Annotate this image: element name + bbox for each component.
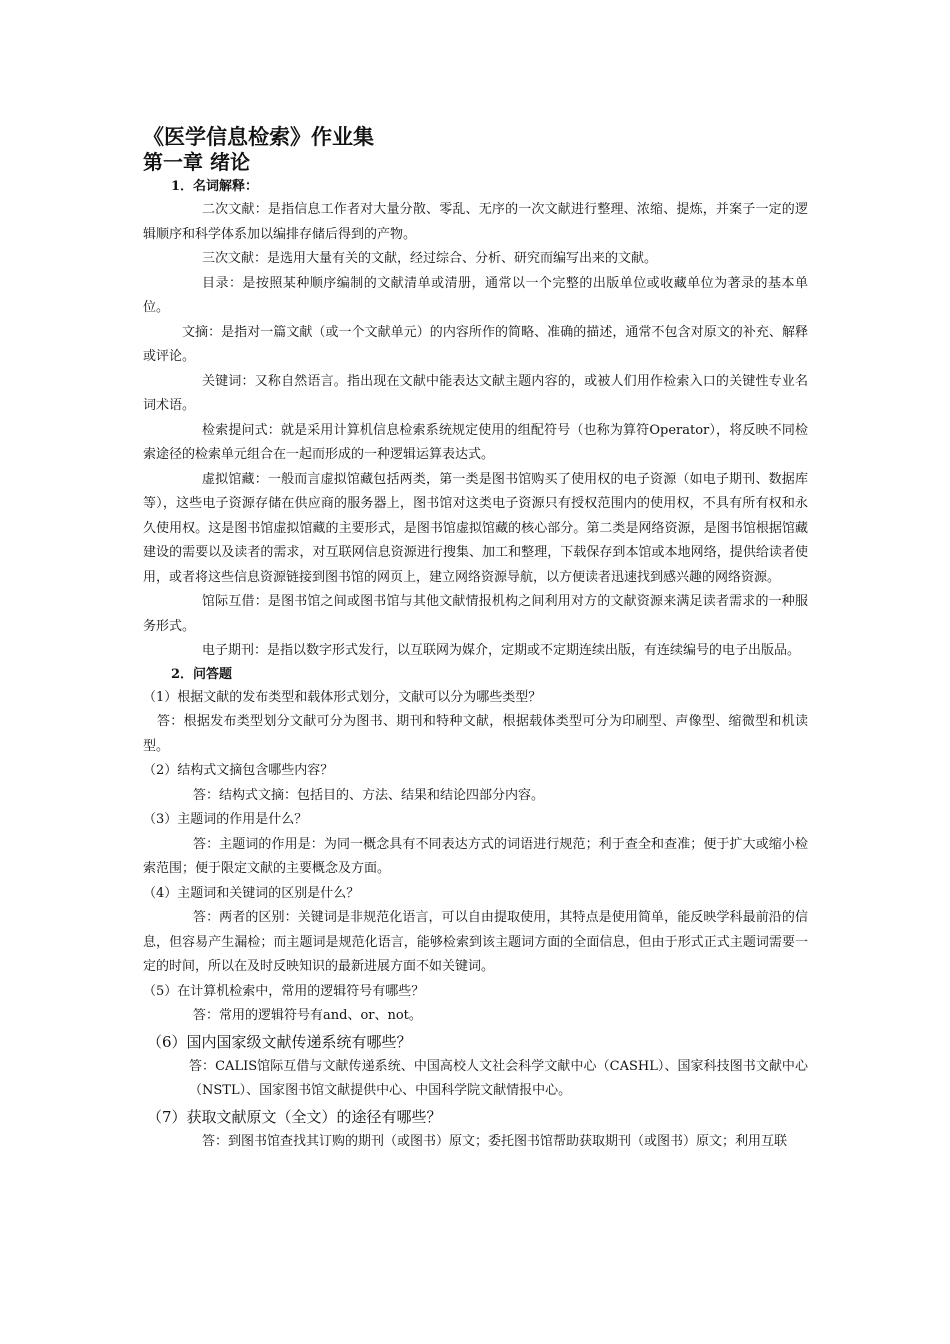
term-definition: 关键词：又称自然语言。指出现在文献中能表达文献主题内容的，或被人们用作检索入口的关键性专业名词术语。: [143, 373, 808, 413]
answer: 答：常用的逻辑符号有and、or、not。: [193, 1008, 422, 1023]
question: （5）在计算机检索中，常用的逻辑符号有哪些？: [143, 983, 425, 999]
answer: 答：根据发布类型划分文献可分为图书、期刊和特种文献，根据载体类型可分为印刷型、声像型、缩微型和机读型。: [143, 714, 808, 754]
term-definition: 馆际互借：是图书馆之间或图书馆与其他文献情报机构之间利用对方的文献资源来满足读者需求的一种服务形式。: [143, 594, 808, 634]
term-definition: 三次文献：是选用大量有关的文献，经过综合、分析、研究而编写出来的文献。: [202, 251, 658, 266]
term-definition: 虚拟馆藏：一般而言虚拟馆藏包括两类，第一类是图书馆购买了使用权的电子资源（如电子期刊、数据库等），这些电子资源存储在供应商的服务器上，图书馆对这类电子资源只有授权范围内的使用权，不具有所有权和永久使用权。这是图书馆虚拟馆藏的主要形式，是图书馆虚拟馆藏的核心部分。第二类是网络资源，是图书馆根据馆藏建设的需要以及读者的需求，对互联网信息资源进行搜集、加工和整理，下载保存到本馆或本地网络，提供给读者使用，或者将这些信息资源链接到图书馆的网页上，建立网络资源导航，以方便读者迅速找到感兴趣的网络资源。: [143, 471, 808, 585]
chapter-heading: 第一章 绪论: [143, 150, 250, 174]
answer: 答：结构式文摘：包括目的、方法、结果和结论四部分内容。: [193, 787, 545, 803]
answer: 答：主题词的作用是：为同一概念具有不同表达方式的词语进行规范；利于查全和查准；便于扩大或缩小检索范围；便于限定文献的主要概念及方面。: [143, 836, 808, 876]
term-definition: 二次文献：是指信息工作者对大量分散、零乱、无序的一次文献进行整理、浓缩、提炼，并案子一定的逻辑顺序和科学体系加以编排存储后得到的产物。: [143, 202, 808, 242]
section-heading-terms: 1．名词解释：: [171, 179, 259, 194]
term-definition: 文摘：是指对一篇文献（或一个文献单元）的内容所作的简略、准确的描述，通常不包含对原文的补充、解释或评论。: [143, 324, 808, 364]
question: （7）获取文献原文（全文）的途径有哪些？: [147, 1107, 442, 1126]
document-page: [143, 124, 808, 1154]
term-definition: 目录：是按照某种顺序编制的文献清单或清册，通常以一个完整的出版单位或收藏单位为著录的基本单位。: [143, 275, 808, 315]
term-definition: 检索提问式：就是采用计算机信息检索系统规定使用的组配符号（也称为算符Operator），将反映不同检索途径的检索单元组合在一起而形成的一种逻辑运算表达式。: [143, 422, 808, 462]
question: （6）国内国家级文献传递系统有哪些？: [147, 1032, 412, 1051]
question: （1）根据文献的发布类型和载体形式划分，文献可以分为哪些类型？: [143, 689, 542, 705]
term-definition: 电子期刊：是指以数字形式发行，以互联网为媒介，定期或不定期连续出版，有连续编号的电子出版品。: [202, 643, 801, 658]
question: （4）主题词和关键词的区别是什么？: [143, 885, 360, 901]
question: （3）主题词的作用是什么？: [143, 812, 308, 827]
answer: 答：CALIS馆际互借与文献传递系统、中国高校人文社会科学文献中心（CASHL）、国家科技图书文献中心（NSTL）、国家图书馆文献提供中心、中国科学院文献情报中心。: [189, 1058, 808, 1098]
answer: 答：到图书馆查找其订购的期刊（或图书）原文；委托图书馆帮助获取期刊（或图书）原文；利用互联: [202, 1133, 788, 1149]
answer: 答：两者的区别：关键词是非规范化语言，可以自由提取使用，其特点是使用简单，能反映学科最前沿的信息，但容易产生漏检；而主题词是规范化语言，能够检索到该主题词方面的全面信息，但由于形式正式主题词需要一定的时间，所以在及时反映知识的最新进展方面不如关键词。: [143, 910, 808, 974]
document-title: 《医学信息检索》作业集: [143, 124, 374, 149]
section-heading-qa: 2．问答题: [171, 666, 233, 682]
question: （2）结构式文摘包含哪些内容？: [143, 763, 334, 778]
